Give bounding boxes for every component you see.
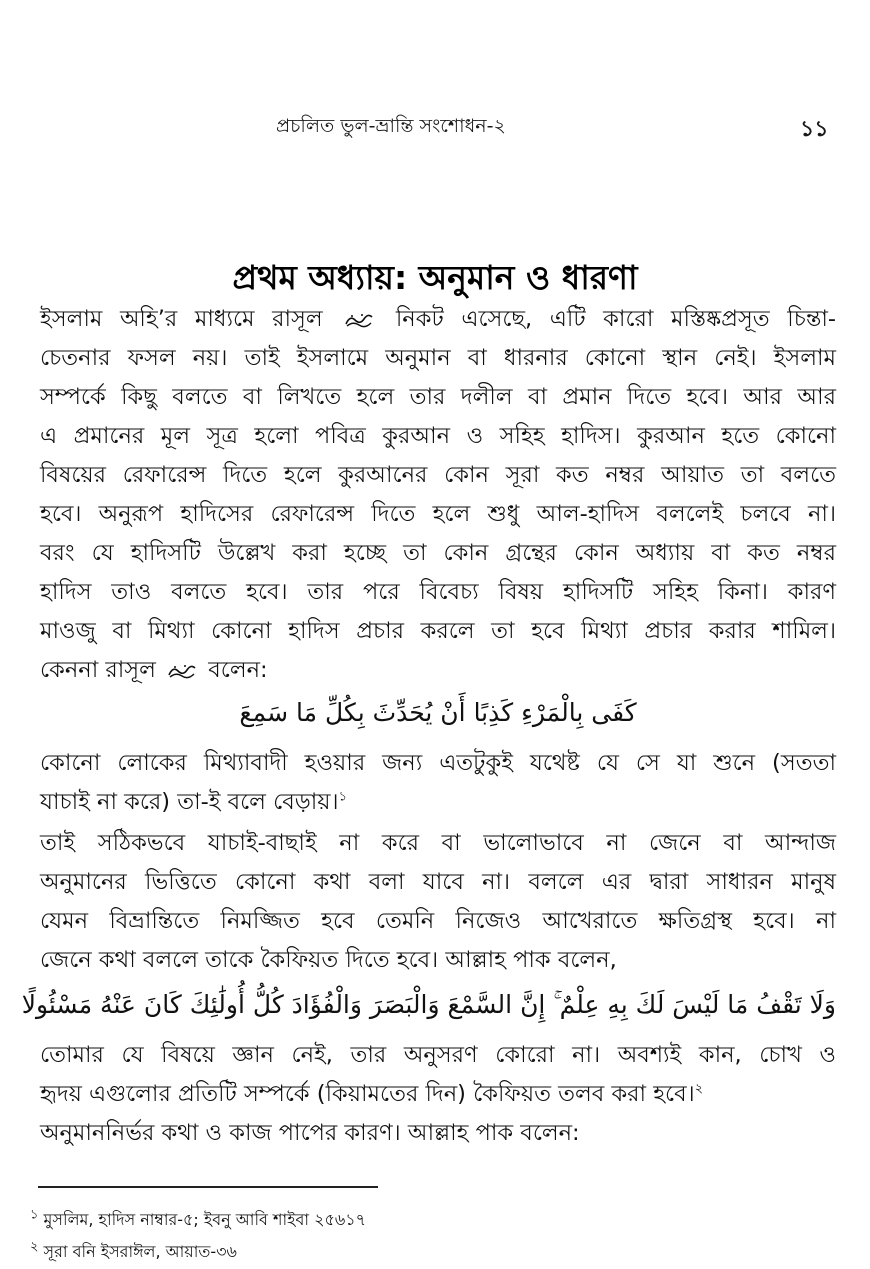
text-line: বিষয়ের রেফারেন্স দিতে হলে কুরআনের কোন সূরা কত নম্বর আয়াত তা বলতে [40, 462, 836, 488]
text-line: হবে। অনুরূপ হাদিসের রেফারেন্স দিতে হলে শুধু আল-হাদিস বললেই চলবে না। [40, 501, 836, 527]
text-line: অনুমানের ভিত্তিতে কোনো কথা বলা যাবে না। বললে এর দ্বারা সাধারন মানুষ [40, 869, 836, 895]
text-line: সম্পর্কে কিছু বলতে বা লিখতে হলে তার দলীল বা প্রমান দিতে হবে। আর আর [40, 384, 836, 410]
salawat-honorific-icon [167, 663, 197, 679]
footnote-item: $^১$ মুসলিম, হাদিস নাম্বার-৫; ইবনু আবি শাইবা ২৫৬১৭ [30, 1207, 367, 1229]
text-line: মাওজু বা মিথ্যা কোনো হাদিস প্রচার করলে তা হবে মিথ্যা প্রচার করার শামিল। [40, 618, 836, 644]
quran-arabic: وَلَا تَقْفُ مَا لَيْسَ لَكَ بِهِ عِلْمٌ ۚ إِنَّ السَّمْعَ وَالْبَصَرَ وَالْفُؤَادَ كُلُّ أُولَٰئِكَ كَانَ عَنْهُ مَسْئُولًا [21, 990, 836, 1019]
text-line: যাচাই না করে) তা-ই বলে বেড়ায়।$^১$ [40, 789, 348, 815]
chapter-title: প্রথম অধ্যায়: অনুমান ও ধারণা [232, 258, 638, 297]
text-line: এ প্রমানের মূল সূত্র হলো পবিত্র কুরআন ও সহিহ হাদিস। কুরআন হতে কোনো [40, 423, 836, 449]
text-line: কেননা রাসূল বলেন: [40, 657, 268, 683]
text-line: ইসলাম অহি’র মাধ্যমে রাসূল নিকট এসেছে, এটি কারো মস্তিষ্কপ্রসূত চিন্তা- [40, 306, 837, 332]
page-number: ১১ [800, 117, 829, 142]
text-line: হাদিস তাও বলতে হবে। তার পরে বিবেচ্য বিষয় হাদিসটি সহিহ কিনা। কারণ [40, 579, 836, 605]
footnotes [30, 1204, 366, 1268]
text-line: হৃদয় এগুলোর প্রতিটি সম্পর্কে (কিয়ামতের দিন) কৈফিয়ত তলব করা হবে।$^২$ [40, 1081, 704, 1107]
text-line: তোমার যে বিষয়ে জ্ঞান নেই, তার অনুসরণ কোরো না। অবশ্যই কান, চোখ ও [40, 1042, 836, 1068]
salawat-honorific-icon [344, 312, 374, 328]
hadith-arabic: كَفَى بِالْمَرْءِ كَذِبًا أَنْ يُحَدِّثَ بِكُلِّ مَا سَمِعَ [239, 698, 637, 727]
running-header: প্রচলিত ভুল-ভ্রান্তি সংশোধন-২ [276, 115, 506, 137]
paragraph-intro [40, 300, 836, 690]
text-line: চেতনার ফসল নয়। তাই ইসলামে অনুমান বা ধারনার কোনো স্থান নেই। ইসলাম [40, 345, 836, 371]
text-line: অনুমাননির্ভর কথা ও কাজ পাপের কারণ। আল্লাহ পাক বলেন: [40, 1120, 580, 1146]
quran-verse-block [21, 980, 836, 1030]
text-line: তাই সঠিকভবে যাচাই-বাছাই না করে বা ভালোভাবে না জেনে বা আন্দাজ [40, 830, 836, 856]
paragraph-caution [40, 824, 836, 980]
hadith-translation [40, 744, 836, 822]
footnote-divider [38, 1186, 378, 1188]
text-line: জেনে কথা বললে তাকে কৈফিয়ত দিতে হবে। আল্লাহ পাক বলেন, [40, 947, 617, 973]
text-line: কোনো লোকের মিথ্যাবাদী হওয়ার জন্য এতটুকুই যথেষ্ট যে সে যা শুনে (সততা [40, 750, 836, 776]
text-line: বরং যে হাদিসটি উল্লেখ করা হচ্ছে তা কোন গ্রন্থের কোন অধ্যায় বা কত নম্বর [40, 540, 836, 566]
footnote-item: $^২$ সূরা বনি ইসরাঈল, আয়াত-৩৬ [30, 1239, 237, 1261]
hadith-block [40, 688, 836, 738]
footnote-marker[interactable]: ১ [338, 789, 348, 805]
footnote-marker[interactable]: ২ [694, 1081, 704, 1097]
text-line: যেমন বিভ্রান্তিতে নিমজ্জিত হবে তেমনি নিজেও আখেরাতে ক্ষতিগ্রস্থ হবে। না [40, 908, 836, 934]
quran-translation [40, 1036, 836, 1153]
